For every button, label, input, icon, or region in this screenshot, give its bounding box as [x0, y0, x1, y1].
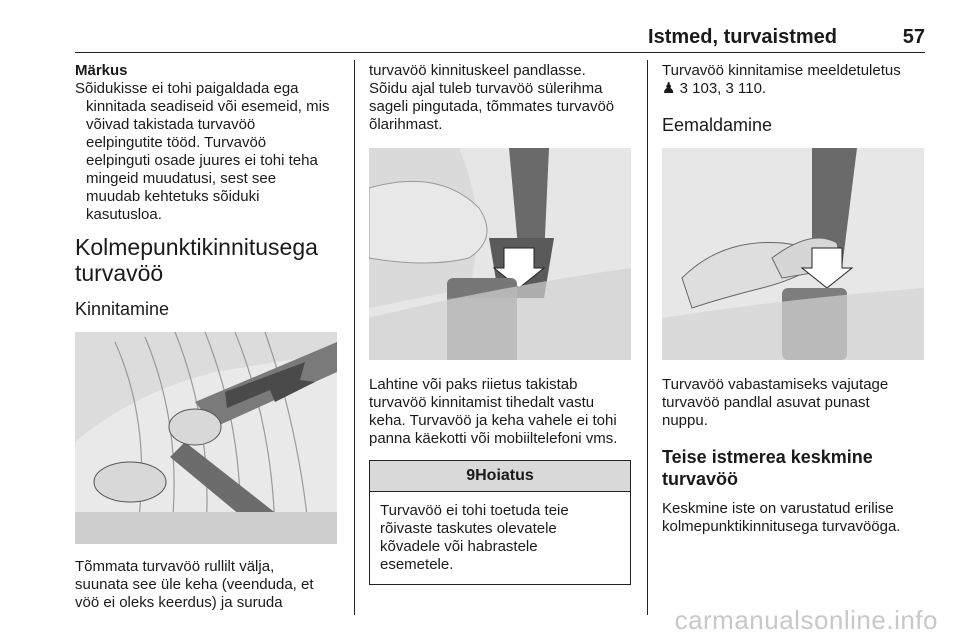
- note-line: eelpinguti osade juures ei tohi teha: [86, 152, 318, 169]
- column-1: [75, 62, 343, 612]
- intro-line: Sõidu ajal tuleb turvavöö sülerihma: [369, 80, 603, 97]
- heading-line: Teise istmerea keskmine: [662, 447, 873, 467]
- column-divider-2: [647, 60, 648, 615]
- heading-line: turvavöö: [662, 469, 739, 489]
- caption-line: vöö ei oleks keerdus) ja suruda: [75, 594, 283, 611]
- heading-line: turvavöö: [75, 260, 164, 286]
- subheading-fasten: Kinnitamine: [75, 299, 170, 319]
- note-line: Sõidukisse ei tohi paigaldada ega: [75, 80, 299, 97]
- warning-body: [370, 492, 630, 584]
- subheading-remove: Eemaldamine: [662, 115, 773, 135]
- note-line: eelpingutite tööd. Turvavöö: [86, 134, 267, 151]
- section-title: Istmed, turvaistmed: [648, 26, 837, 48]
- note-line: kasutusloa.: [86, 206, 162, 223]
- note-line: muudab kehtetuks sõiduki: [86, 188, 260, 205]
- body-line: panna käekotti või mobiiltelefoni vms.: [369, 430, 618, 447]
- fasten-belt-illustration: [75, 332, 337, 544]
- page-reference: 3 103, 3 110.: [679, 80, 767, 97]
- caption-line: turvavöö pandlal asuvat punast: [662, 394, 870, 411]
- warning-line: kõvadele või habrastele: [380, 538, 538, 555]
- column-2: [369, 62, 637, 585]
- intro-line: õlarihmast.: [369, 116, 443, 133]
- warning-header: [370, 461, 630, 492]
- body-line: Keskmine iste on varustatud erilise: [662, 500, 894, 517]
- intro-line: sageli pingutada, tõmmates turvavöö: [369, 98, 615, 115]
- page-header: [75, 22, 925, 52]
- caption-line: Turvavöö vabastamiseks vajutage: [662, 376, 889, 393]
- column-divider-1: [354, 60, 355, 615]
- warning-line: Turvavöö ei tohi toetuda teie: [380, 502, 569, 519]
- reminder-line: Turvavöö kinnitamise meeldetuletus: [662, 62, 901, 79]
- note-line: mingeid muudatusi, sest see: [86, 170, 277, 187]
- body-line: kolmepunktikinnitusega turvavööga.: [662, 518, 901, 535]
- header-rule: [75, 52, 925, 53]
- note-line: kinnitada seadiseid või esemeid, mis: [86, 98, 330, 115]
- subheading-rear-center-belt: [662, 446, 937, 490]
- body-line: keha. Turvavöö ja keha vahele ei tohi: [369, 412, 617, 429]
- caption-line: Tõmmata turvavöö rullilt välja,: [75, 558, 275, 575]
- page-number: 57: [902, 26, 925, 48]
- warning-icon: 9: [466, 467, 476, 484]
- warning-line: rõivaste taskutes olevatele: [380, 520, 557, 537]
- caption-line: suunata see üle keha (veenduda, et: [75, 576, 314, 593]
- note-line: võivad takistada turvavöö: [86, 116, 256, 133]
- body-line: turvavöö kinnitamist tihedalt vastu: [369, 394, 595, 411]
- note-title: Märkus: [75, 62, 128, 79]
- buckle-insert-illustration: [369, 148, 631, 360]
- column-3: [662, 62, 937, 536]
- warning-line: esemetele.: [380, 556, 454, 573]
- body-line: Lahtine või paks riietus takistab: [369, 376, 578, 393]
- watermark: carmanualsonline.info: [674, 605, 938, 635]
- heading-line: Kolmepunktikinnitusega: [75, 234, 318, 260]
- section-heading: [75, 234, 343, 286]
- warning-box: [369, 460, 631, 585]
- seatbelt-icon: ♟: [662, 80, 676, 97]
- buckle-release-illustration: [662, 148, 924, 360]
- warning-title: Hoiatus: [475, 467, 534, 484]
- intro-line: turvavöö kinnituskeel pandlasse.: [369, 62, 586, 79]
- caption-line: nuppu.: [662, 412, 708, 429]
- reminder-ref: [662, 80, 937, 98]
